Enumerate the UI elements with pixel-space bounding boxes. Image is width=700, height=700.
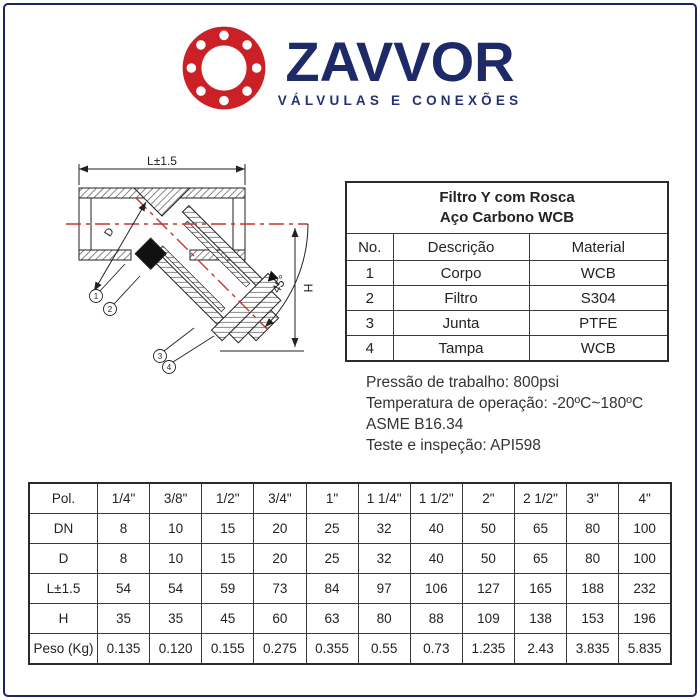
- dim-cell: 0.73: [410, 634, 462, 665]
- materials-title-line1: Filtro Y com Rosca: [439, 188, 575, 206]
- dim-height-label: H: [301, 283, 315, 293]
- dim-cell: 15: [202, 514, 254, 544]
- balloon-3: 3: [157, 352, 163, 361]
- materials-cell: WCB: [529, 261, 668, 286]
- dim-cell: 100: [619, 514, 671, 544]
- dim-cell: 109: [462, 604, 514, 634]
- materials-table-row: [346, 286, 668, 311]
- spec-line-standard: ASME B16.34: [366, 416, 464, 433]
- dimensions-table: [28, 482, 672, 665]
- dim-row-label: D: [29, 544, 98, 574]
- materials-cell: 4: [346, 336, 393, 362]
- dim-cell: 10: [150, 514, 202, 544]
- dim-cell: 2.43: [515, 634, 567, 665]
- materials-cell: S304: [529, 286, 668, 311]
- dim-cell: 5.835: [619, 634, 671, 665]
- materials-header-cell: Material: [529, 234, 668, 261]
- dim-cell: 0.135: [98, 634, 150, 665]
- dim-cell: 1 1/2": [410, 483, 462, 514]
- dim-cell: 25: [306, 544, 358, 574]
- materials-cell: Junta: [393, 311, 529, 336]
- dim-cell: 0.55: [358, 634, 410, 665]
- dim-cell: 50: [462, 514, 514, 544]
- dimensions-table-row: [29, 574, 671, 604]
- dim-cell: 3.835: [567, 634, 619, 665]
- dim-cell: 54: [98, 574, 150, 604]
- dim-cell: 232: [619, 574, 671, 604]
- dim-cell: 60: [254, 604, 306, 634]
- dim-cell: 40: [410, 544, 462, 574]
- dim-cell: 3/8": [150, 483, 202, 514]
- dim-cell: 3": [567, 483, 619, 514]
- dim-cell: 84: [306, 574, 358, 604]
- materials-cell: Filtro: [393, 286, 529, 311]
- dim-cell: 0.120: [150, 634, 202, 665]
- strainer-branch: [135, 194, 298, 357]
- dim-cell: 20: [254, 544, 306, 574]
- materials-cell: 3: [346, 311, 393, 336]
- dim-cell: 2": [462, 483, 514, 514]
- dim-cell: 32: [358, 544, 410, 574]
- dim-cell: 1": [306, 483, 358, 514]
- dim-cell: 25: [306, 514, 358, 544]
- materials-table-body: [346, 182, 668, 361]
- dim-cell: 35: [98, 604, 150, 634]
- dim-cell: 106: [410, 574, 462, 604]
- dim-cell: 80: [358, 604, 410, 634]
- materials-cell: 2: [346, 286, 393, 311]
- balloon-1: 1: [93, 292, 99, 301]
- dim-cell: 88: [410, 604, 462, 634]
- dim-cell: 15: [202, 544, 254, 574]
- dim-cell: 10: [150, 544, 202, 574]
- dim-length-label: L±1.5: [147, 154, 177, 168]
- dim-cell: 127: [462, 574, 514, 604]
- dimensions-table-row: [29, 604, 671, 634]
- dim-cell: 20: [254, 514, 306, 544]
- dim-cell: 65: [515, 544, 567, 574]
- balloon-2: 2: [107, 305, 113, 314]
- brand-name: ZAVVOR: [285, 29, 515, 93]
- balloon-4: 4: [166, 363, 172, 372]
- dim-cell: 1/2": [202, 483, 254, 514]
- dim-cell: 1.235: [462, 634, 514, 665]
- dim-cell: 32: [358, 514, 410, 544]
- dim-cell: 8: [98, 544, 150, 574]
- dim-cell: 100: [619, 544, 671, 574]
- dimensions-table-row: [29, 514, 671, 544]
- spec-line-pressure: Pressão de trabalho: 800psi: [366, 374, 560, 391]
- materials-table: [345, 181, 669, 362]
- dim-cell: 80: [567, 544, 619, 574]
- spec-line-test: Teste e inspeção: API598: [366, 437, 541, 454]
- dim-cell: 0.275: [254, 634, 306, 665]
- dim-cell: 0.155: [202, 634, 254, 665]
- dimensions-table-row: [29, 544, 671, 574]
- materials-header-cell: Descrição: [393, 234, 529, 261]
- brand-tagline: VÁLVULAS E CONEXÕES: [277, 92, 523, 108]
- materials-cell: Tampa: [393, 336, 529, 362]
- dim-cell: 45: [202, 604, 254, 634]
- dim-cell: 54: [150, 574, 202, 604]
- materials-cell: WCB: [529, 336, 668, 362]
- technical-drawing: [42, 136, 332, 381]
- materials-table-title: [346, 182, 668, 234]
- dim-cell: 153: [567, 604, 619, 634]
- dim-cell: 59: [202, 574, 254, 604]
- dim-row-label: DN: [29, 514, 98, 544]
- specs-block: [366, 372, 643, 456]
- dim-cell: 1 1/4": [358, 483, 410, 514]
- dim-cell: 1/4": [98, 483, 150, 514]
- dim-cell: 65: [515, 514, 567, 544]
- dim-cell: 3/4": [254, 483, 306, 514]
- materials-table-row: [346, 261, 668, 286]
- dim-cell: 8: [98, 514, 150, 544]
- dim-cell: 63: [306, 604, 358, 634]
- dim-cell: 2 1/2": [515, 483, 567, 514]
- dim-row-label: H: [29, 604, 98, 634]
- dimensions-table-body: [29, 483, 671, 664]
- dim-cell: 73: [254, 574, 306, 604]
- dim-diameter-label: D: [102, 225, 117, 239]
- dimensions-table-row: [29, 483, 671, 514]
- dim-row-label: Peso (Kg): [29, 634, 98, 665]
- materials-cell: Corpo: [393, 261, 529, 286]
- materials-cell: PTFE: [529, 311, 668, 336]
- materials-table-row: [346, 311, 668, 336]
- flange-icon: [178, 22, 270, 119]
- dim-cell: 188: [567, 574, 619, 604]
- materials-title-line2: Aço Carbono WCB: [439, 209, 575, 226]
- logo: [0, 22, 700, 119]
- dimensions-table-row: [29, 634, 671, 665]
- dim-cell: 0.355: [306, 634, 358, 665]
- materials-table-row: [346, 336, 668, 362]
- materials-header-cell: No.: [346, 234, 393, 261]
- dim-cell: 35: [150, 604, 202, 634]
- dim-cell: 165: [515, 574, 567, 604]
- dim-row-label: L±1.5: [29, 574, 98, 604]
- dim-cell: 97: [358, 574, 410, 604]
- dim-cell: 50: [462, 544, 514, 574]
- dim-cell: 80: [567, 514, 619, 544]
- spec-line-temperature: Temperatura de operação: -20ºC~180ºC: [366, 395, 644, 412]
- dim-cell: 196: [619, 604, 671, 634]
- materials-cell: 1: [346, 261, 393, 286]
- dim-cell: 138: [515, 604, 567, 634]
- angle-label: 45°: [268, 272, 291, 296]
- dim-cell: 40: [410, 514, 462, 544]
- dim-row-label: Pol.: [29, 483, 98, 514]
- dim-cell: 4": [619, 483, 671, 514]
